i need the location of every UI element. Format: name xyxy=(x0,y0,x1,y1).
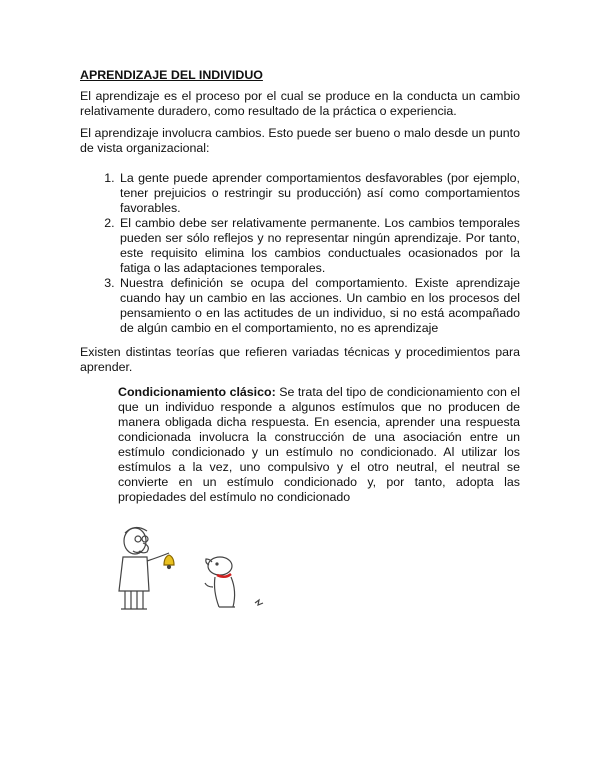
pavlov-dog-illustration xyxy=(105,521,275,611)
paragraph-theories: Existen distintas teorías que refieren variadas técnicas y procedimientos para aprender. xyxy=(80,345,520,374)
classical-conditioning-paragraph xyxy=(118,385,520,505)
bell-icon xyxy=(164,555,174,569)
paragraph-changes: El aprendizaje involucra cambios. Esto puede ser bueno o malo desde un punto de vista organizacional: xyxy=(80,126,520,155)
paragraph-definition: El aprendizaje es el proceso por el cual se produce en la conducta un cambio relativamente duradero, como resultado de la práctica o experiencia. xyxy=(80,89,520,118)
document-title: APRENDIZAJE DEL INDIVIDUO xyxy=(80,68,263,82)
list-item: 2. El cambio debe ser relativamente permanente. Los cambios temporales pueden ser sólo reflejos y no representar ningún aprendizaje. Por tanto, este requisito elimina los cambios conductuales ocasionados por la fatiga o las adaptaciones temporales. xyxy=(118,216,520,276)
classical-conditioning-text: Se trata del tipo de condicionamiento con el que un individuo responde a algunos estímulos que no producen de manera obligada dicha respuesta. En esencia, aprender una respuesta condicionada involucra la construcción de una asociación entre un estímulo condicionado y un estímulo no condicionado. Al utilizar los estímulos a la vez, uno compulsivo y el otro neutral, el neutral se convierte en un estímulo condicionado y, por tanto, adopta las propiedades del estímulo no condicionado xyxy=(118,385,520,504)
list-item: 3. Nuestra definición se ocupa del comportamiento. Existe aprendizaje cuando hay un cambio en las acciones. Un cambio en los procesos del pensamiento o en las actitudes de un individuo, si no está acompañado de algún cambio en el comportamiento, no es aprendizaje xyxy=(118,276,520,336)
dog-figure xyxy=(205,557,263,607)
list-item: 1. La gente puede aprender comportamientos desfavorables (por ejemplo, tener prejuicios o restringir su producción) así como comportamientos favorables. xyxy=(118,171,520,216)
classical-conditioning-term: Condicionamiento clásico: xyxy=(118,385,276,399)
changes-list xyxy=(80,171,520,336)
man-figure xyxy=(119,527,169,609)
